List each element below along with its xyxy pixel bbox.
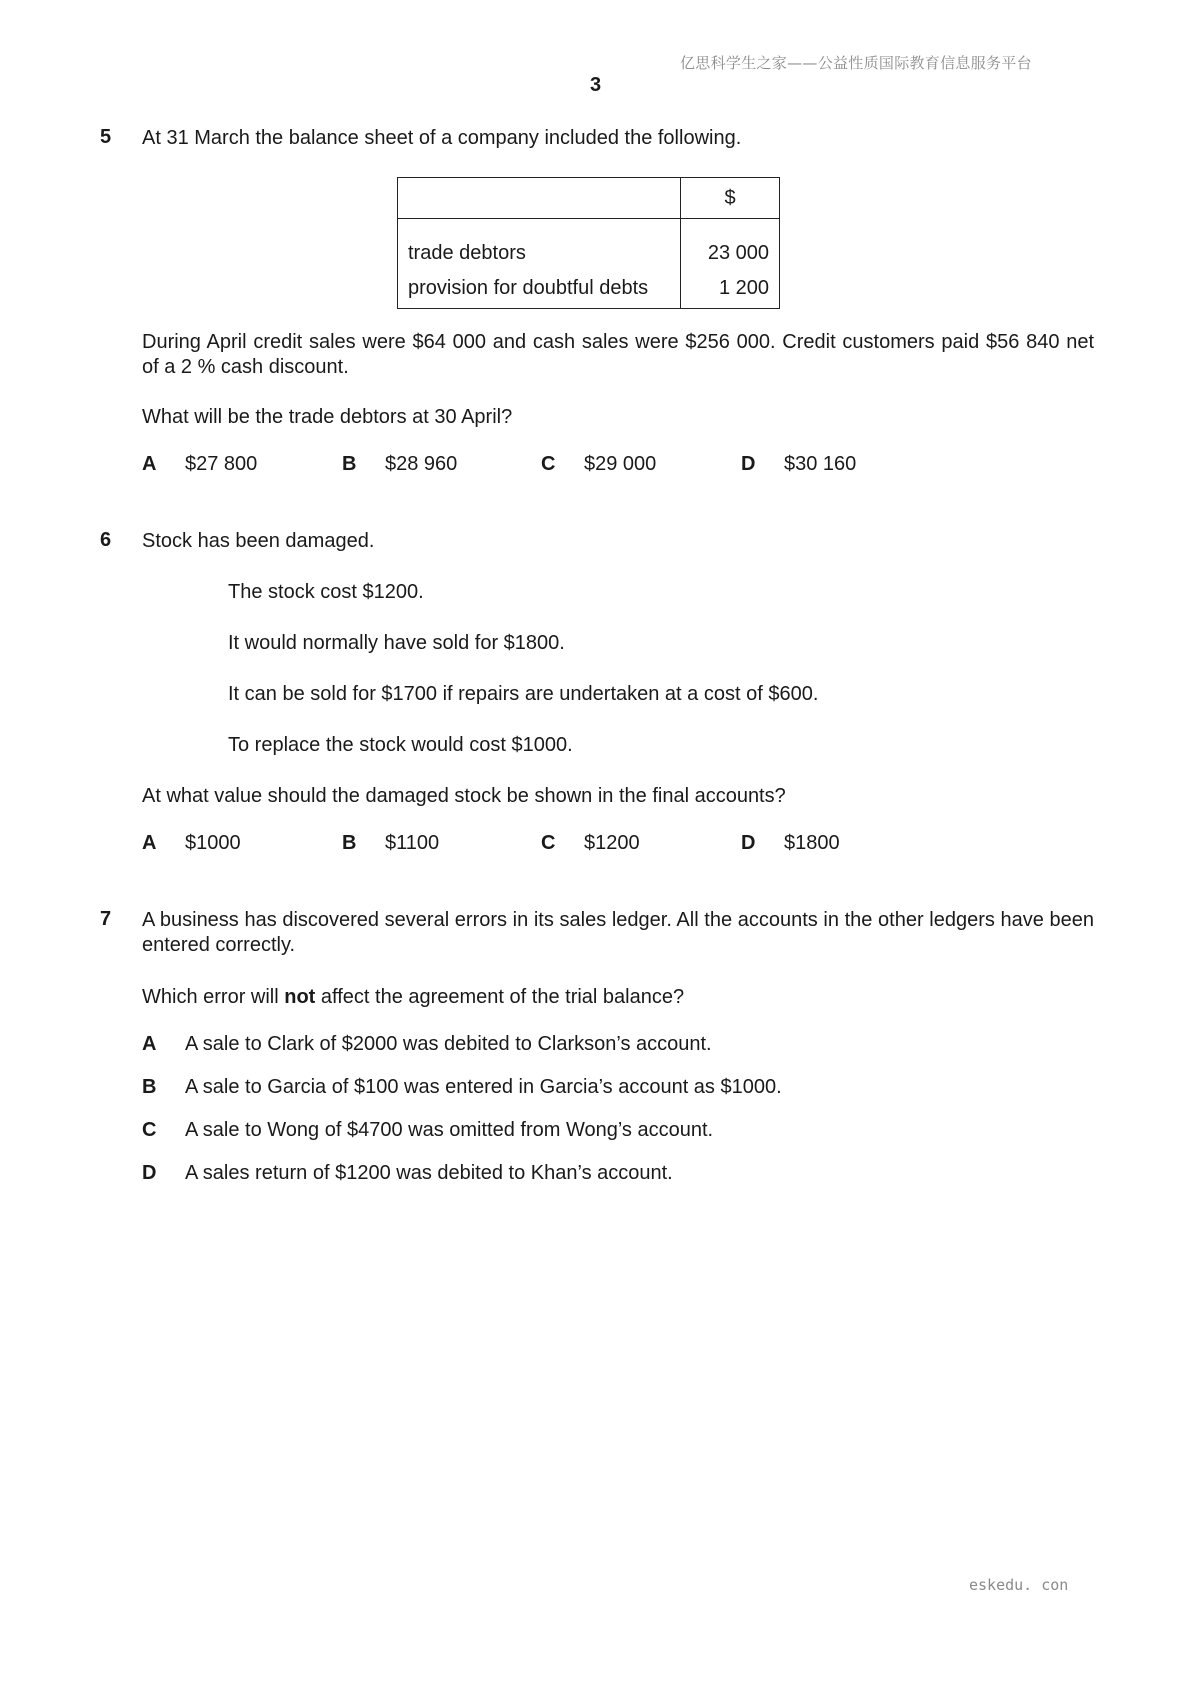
q6-fact-2: It would normally have sold for $1800.: [228, 632, 565, 654]
q7-option-c-text: A sale to Wong of $4700 was omitted from Wong’s account.: [185, 1119, 714, 1141]
q5-option-c-letter: C: [541, 453, 556, 475]
q5-option-d-letter: D: [741, 453, 756, 475]
row-label-trade-debtors: trade debtors: [398, 219, 681, 269]
q5-option-d-text: $30 160: [784, 453, 857, 475]
q5-option-a-letter: A: [142, 453, 157, 475]
q5-option-a-text: $27 800: [185, 453, 258, 475]
q7-option-a-text: A sale to Clark of $2000 was debited to Clarkson’s account.: [185, 1033, 712, 1055]
question-5-intro: At 31 March the balance sheet of a company included the following.: [142, 127, 742, 149]
q6-option-b-text: $1100: [385, 832, 440, 854]
question-6-intro: Stock has been damaged.: [142, 530, 375, 552]
q6-option-b-letter: B: [342, 832, 357, 854]
question-7-intro: A business has discovered several errors in its sales ledger. All the accounts in the other ledgers have been entered correctly.: [142, 909, 1094, 956]
table-row: [398, 268, 780, 309]
q7-question-part-2: affect the agreement of the trial balance?: [315, 986, 685, 1008]
footer-site: eskedu. con: [969, 1576, 1069, 1594]
question-5-question: What will be the trade debtors at 30 April?: [142, 406, 513, 428]
row-value-trade-debtors: 23 000: [681, 219, 780, 269]
table-header-blank: [398, 178, 681, 219]
row-value-provision: 1 200: [681, 268, 780, 309]
q6-option-c-letter: C: [541, 832, 556, 854]
table-row: [398, 219, 780, 269]
q6-fact-4: To replace the stock would cost $1000.: [228, 734, 573, 756]
header-watermark: 亿思科学生之家——公益性质国际教育信息服务平台: [680, 54, 1032, 72]
page-number: 3: [590, 74, 602, 96]
table-header-currency: $: [681, 178, 780, 219]
question-6-question: At what value should the damaged stock be shown in the final accounts?: [142, 785, 786, 807]
question-7-number: 7: [100, 908, 112, 930]
q7-option-d-text: A sales return of $1200 was debited to Khan’s account.: [185, 1162, 673, 1184]
q6-option-d-letter: D: [741, 832, 756, 854]
q6-fact-3: It can be sold for $1700 if repairs are undertaken at a cost of $600.: [228, 683, 819, 705]
q7-option-b-text: A sale to Garcia of $100 was entered in Garcia’s account as $1000.: [185, 1076, 782, 1098]
q7-question-part-1: Which error will: [142, 986, 285, 1008]
q6-option-a-text: $1000: [185, 832, 241, 854]
balance-sheet-table: [397, 177, 780, 309]
question-6-number: 6: [100, 529, 112, 551]
row-label-provision: provision for doubtful debts: [398, 268, 681, 309]
q6-option-c-text: $1200: [584, 832, 640, 854]
q6-option-d-text: $1800: [784, 832, 840, 854]
question-5-number: 5: [100, 126, 112, 148]
q6-option-a-letter: A: [142, 832, 157, 854]
q5-option-c-text: $29 000: [584, 453, 657, 475]
q7-question-emphasis: not: [284, 986, 316, 1008]
q7-option-a-letter: A: [142, 1033, 157, 1055]
q7-option-c-letter: C: [142, 1119, 157, 1141]
q7-option-b-letter: B: [142, 1076, 157, 1098]
question-7-question: [142, 985, 684, 1010]
q6-fact-1: The stock cost $1200.: [228, 581, 424, 603]
q5-option-b-text: $28 960: [385, 453, 458, 475]
q7-option-d-letter: D: [142, 1162, 157, 1184]
question-5-paragraph: During April credit sales were $64 000 and cash sales were $256 000. Credit customers paid $56 840 net of a 2 % cash discount.: [142, 331, 1094, 378]
q5-option-b-letter: B: [342, 453, 357, 475]
